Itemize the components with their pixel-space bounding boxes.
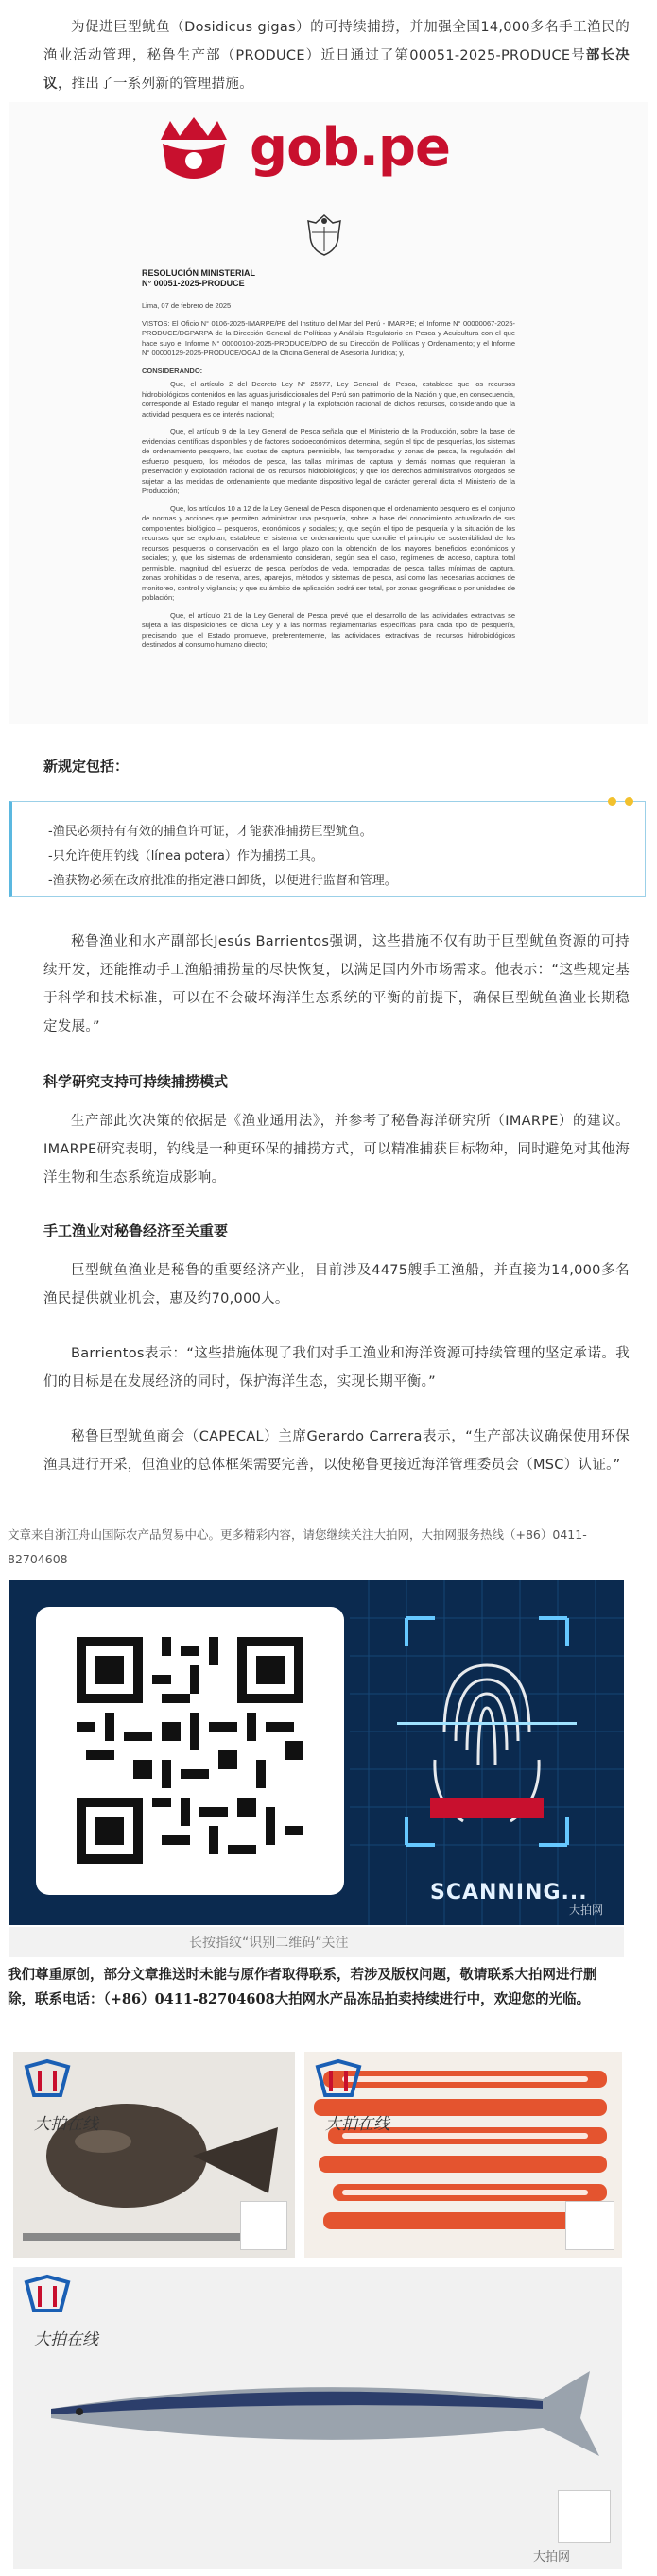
intro-bold: 部长决议: [43, 48, 630, 92]
qr-code-banner: [9, 1580, 624, 1925]
intro-text-1: 为促进巨型鱿鱼（Dosidicus gigas）的可持续捕捞，并加强全国14,000多名手工渔民的渔业活动管理，秘鲁生产部（PRODUCE）近日通过了第00051-2025-PRODUCE号: [43, 20, 630, 63]
qr-caption: [9, 1927, 624, 1957]
gob-pe-logo: [151, 111, 463, 187]
document-paragraph-1: Que, el artículo 2 del Decreto Ley N° 25977, Ley General de Pesca, establece que los recursos hidrobiológicos contenidos en las aguas jurisdiccionales del Perú son patrimonio de la Nación y que, en consecuencia, corresponde al Estado regular el manejo integral y la explotación racional de dichos recursos, considerando que la actividad pesquera es de interés nacional;: [142, 380, 515, 418]
qr-caption-text: 长按指纹“识别二维码”关注: [189, 1936, 349, 1951]
dapai-watermark-text: 大拍在线: [34, 2115, 98, 2134]
qr-code-icon: [77, 1637, 303, 1864]
dapai-watermark-text: 大拍在线: [34, 2330, 98, 2349]
qr-code[interactable]: [36, 1607, 344, 1895]
dapai-logo-icon: [19, 2057, 76, 2105]
document-vistos: VISTOS: El Oficio N° 0106-2025-IMARPE/PE del Instituto del Mar del Perú - IMARPE; el Informe N° 00000067-2025-PRODUCE/DGPARPA de la Dirección General de Políticas y Análisis Regulatorio en Pesca y Acuicultura con el que hace suyo el Informe N° 00000100-2025-PRODUCE/DPO de su Dirección de Políticas y Ordenamiento; y el Informe N° 00000129-2025-PRODUCE/OGAJ de la Oficina General de Asesoría Jurídica; y,: [142, 318, 515, 357]
document-date: Lima, 07 de febrero de 2025: [142, 301, 232, 310]
document-paragraph-2: Que, el artículo 9 de la Ley General de Pesca señala que el Ministerio de la Producción, sobre la base de evidencias científicas disponibles y de factores socioeconómicos determina, según el tipo de pesquerías, los sistemas de ordenamiento pesquero, las cuotas de captura permisible, las temporadas y zonas de pesca, la regulación del esfuerzo pesquero, los métodos de pesca, las tallas mínimas de captura y demás normas que requieran la preservación y explotación racional de los recursos hidrobiológicos; y que los derechos administrativos otorgados se sujetan a las medidas de ordenamiento que mediante dispositivo legal de carácter general dicta el Ministerio de la Producción;: [142, 427, 515, 495]
corner-watermark: 大拍网: [533, 2550, 571, 2565]
science-heading: 科学研究支持可持续捕捞模式: [43, 1073, 229, 1090]
intro-paragraph: [43, 13, 630, 98]
saury-fish-icon: [13, 2267, 622, 2569]
dapai-logo-icon: [19, 2273, 76, 2320]
product-photo-monkfish: [13, 2052, 295, 2258]
footer-copyright-notice: 我们尊重原创，部分文章推送时未能与原作者取得联系，若涉及版权问题，敬请联系大拍网进行删除，联系电话：（+86）0411-82704608大拍网水产品冻品拍卖持续进行中，欢迎您的光临。: [8, 1967, 597, 2007]
document-paragraph-4: Que, el artículo 21 de la Ley General de Pesca prevé que el desarrollo de las actividades extractivas se sujeta a las disposiciones de dicha Ley y a las normas reglamentarias específicas para cada tipo de pesquería, precisando que el Estado promueve, preferentemente, las actividades extractivas de recursos hidrobiológicos destinados al consumo humano directo;: [142, 610, 515, 649]
new-rules-box: [9, 801, 646, 897]
mini-qr-code: [558, 2490, 611, 2543]
science-paragraph: 生产部此次决策的依据是《渔业通用法》，并参考了秘鲁海洋研究所（IMARPE）的建议。IMARPE研究表明，钓线是一种更环保的捕捞方式，可以精准捕获目标物种，同时避免对其他海洋生物和生态系统造成影响。: [43, 1114, 630, 1186]
economy-heading: 手工渔业对秘鲁经济至关重要: [43, 1222, 229, 1239]
document-paragraph-3: Que, los artículos 10 a 12 de la Ley General de Pesca disponen que el ordenamiento pesquero es el conjunto de normas y acciones que permiten administrar una pesquería, sobre la base del conocimiento actualizado de sus componentes biológico – pesqueros, económicos y sociales; y, que según el tipo de pesquería y la situación de los recursos que se explotan, establece el sistema de ordenamiento que concilie el principio de sostenibilidad de los recursos pesqueros o conservación en el largo plazo con la obtención de los mayores beneficios económicos y sociales; y, que los sistemas de ordenamiento consideran, según sea el caso, regímenes de acceso, captura total permisible, magnitud del esfuerzo de pesca, períodos de veda, temporadas de pesca, tallas mínimas de captura, zonas prohibidas o de reserva, artes, aparejos, métodos y sistemas de pesca, así como las necesarias acciones de monitoreo, control y vigilancia; y que su ámbito de aplicación podrá ser total, por zonas geográficas o por unidades de población;: [142, 503, 515, 602]
peru-shield-icon: [151, 111, 236, 187]
capecal-paragraph: 秘鲁巨型鱿鱼商会（CAPECAL）主席Gerardo Carrera表示，“生产部决议确保使用环保渔具进行开采，但渔业的总体框架需要完善，以使秘鲁更接近海洋管理委员会（MSC）认证。”: [43, 1429, 630, 1473]
economy-paragraph: 巨型鱿鱼渔业是秘鲁的重要经济产业，目前涉及4475艘手工渔船，并直接为14,000多名渔民提供就业机会，惠及约70,000人。: [43, 1263, 630, 1306]
brand-watermark: 大拍网: [569, 1903, 604, 1917]
scanning-label: SCANNING...: [430, 1881, 588, 1904]
fingerprint-icon: [388, 1609, 586, 1854]
intro-text-2: ，推出了一系列新的管理措施。: [57, 77, 254, 92]
dapai-watermark-text: 大拍在线: [325, 2115, 389, 2134]
source-note: 文章来自浙江舟山国际农产品贸易中心。更多精彩内容，请您继续关注大拍网，大拍网服务热线（+86）0411-82704608: [8, 1527, 587, 1566]
product-photo-saury: [13, 2267, 622, 2569]
document-considerando: CONSIDERANDO:: [142, 366, 203, 375]
box-dot-1: [608, 797, 616, 806]
dapai-logo-icon: [310, 2057, 367, 2105]
document-body: [142, 268, 515, 658]
box-dot-2: [625, 797, 633, 806]
mini-qr-code: [240, 2201, 287, 2250]
document-title: RESOLUCIÓN MINISTERIAL: [142, 268, 256, 278]
rule-item-3: -渔获物必须在政府批准的指定港口卸货，以便进行监督和管理。: [48, 874, 397, 888]
product-photo-crab-legs: [304, 2052, 622, 2258]
document-number: N° 00051-2025-PRODUCE: [142, 278, 245, 288]
barrientos-paragraph: 秘鲁渔业和水产副部长Jesús Barrientos强调，这些措施不仅有助于巨型鱿鱼资源的可持续开发，还能推动手工渔船捕捞量的尽快恢复，以满足国内外市场需求。他表示：“这些规定基于科学和技术标准，可以在不会破坏海洋生态系统的平衡的前提下，确保巨型鱿鱼渔业长期稳定发展。”: [43, 934, 630, 1034]
new-rules-heading: 新规定包括：: [43, 758, 130, 775]
gob-pe-logo-text: gob.pe: [250, 117, 450, 179]
mini-qr-code: [565, 2201, 614, 2250]
coat-of-arms-icon: [304, 213, 344, 257]
barrientos-quote-paragraph: Barrientos表示：“这些措施体现了我们对手工渔业和海洋资源可持续管理的坚定承诺。我们的目标是在发展经济的同时，保护海洋生态，实现长期平衡。”: [43, 1346, 630, 1390]
resolution-document-image: [9, 102, 648, 724]
rule-item-2: -只允许使用钓线（línea potera）作为捕捞工具。: [48, 849, 323, 863]
rule-item-1: -渔民必须持有有效的捕鱼许可证，才能获准捕捞巨型鱿鱼。: [48, 825, 372, 839]
